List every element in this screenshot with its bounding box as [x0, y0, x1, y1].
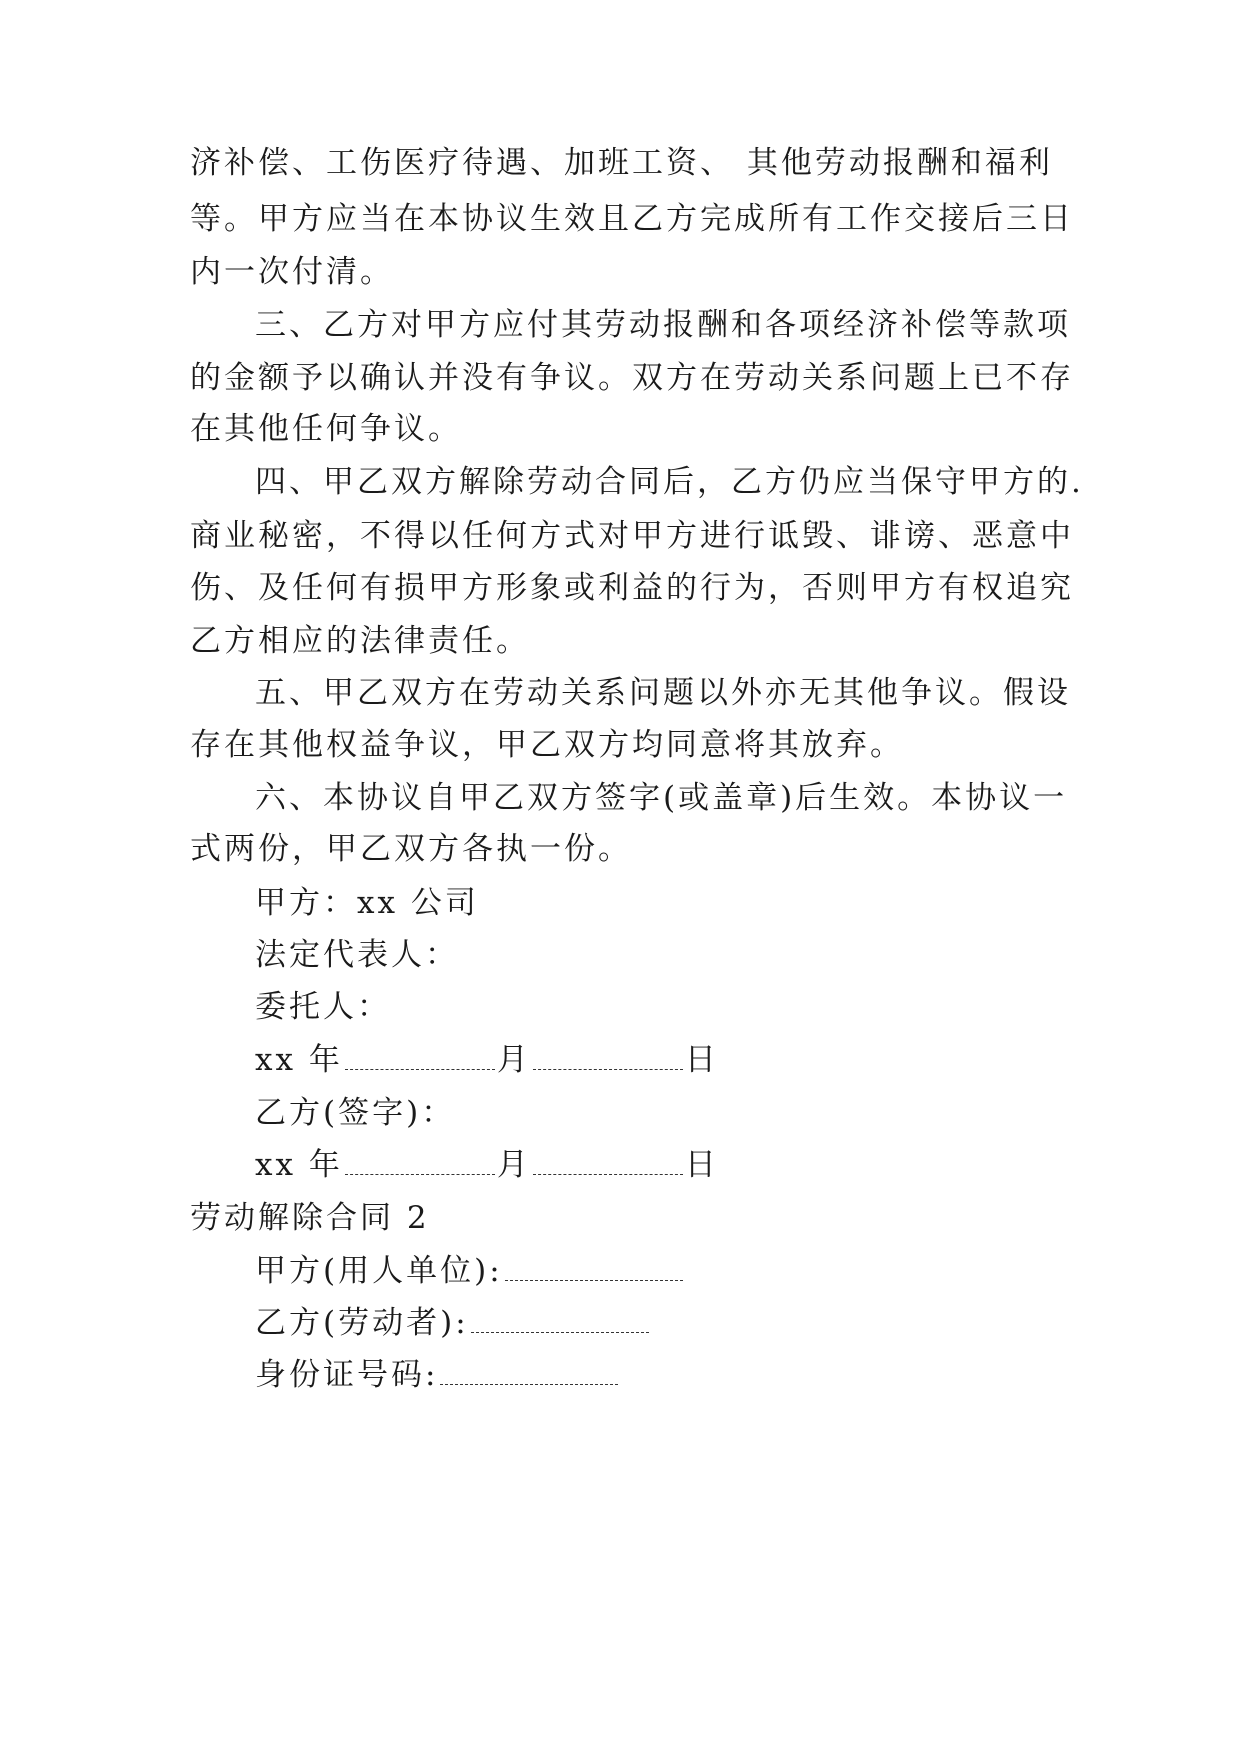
month-blank — [345, 1041, 495, 1070]
body-line: 存在其他权益争议，甲乙双方均同意将其放弃。 — [190, 727, 904, 763]
contract-2-title: 劳动解除合同 2 — [190, 1200, 430, 1236]
body-line: 伤、及任何有损甲方形象或利益的行为，否则甲方有权追究 — [190, 570, 1074, 606]
body-line: 式两份，甲乙双方各执一份。 — [190, 831, 632, 867]
clause-4-line: 四、甲乙双方解除劳动合同后，乙方仍应当保守甲方的. — [255, 464, 1084, 500]
date-month: 月 — [496, 1042, 531, 1078]
worker-line — [255, 1303, 651, 1343]
date-day: 日 — [684, 1147, 719, 1183]
date-day: 日 — [684, 1042, 719, 1078]
body-line: 等。甲方应当在本协议生效且乙方完成所有工作交接后三日 — [190, 201, 1074, 237]
worker-label: 乙方(劳动者): — [255, 1305, 469, 1341]
id-label: 身份证号码: — [255, 1357, 439, 1393]
date-line-b — [255, 1145, 719, 1185]
body-line: 在其他任何争议。 — [190, 411, 462, 447]
day-blank — [533, 1146, 683, 1175]
month-blank — [345, 1146, 495, 1175]
body-line: 乙方相应的法律责任。 — [190, 623, 530, 659]
employer-line — [255, 1251, 685, 1291]
body-line: 商业秘密，不得以任何方式对甲方进行诋毁、诽谤、恶意中 — [190, 518, 1074, 554]
party-a-line: 甲方：xx 公司 — [255, 885, 479, 921]
employer-blank — [505, 1252, 683, 1281]
date-month: 月 — [496, 1147, 531, 1183]
day-blank — [533, 1041, 683, 1070]
body-line: 的金额予以确认并没有争议。双方在劳动关系问题上已不存 — [190, 360, 1074, 396]
party-b-sign-line: 乙方(签字)： — [255, 1095, 456, 1131]
employer-label: 甲方(用人单位): — [255, 1253, 503, 1289]
legal-rep-line: 法定代表人： — [255, 937, 459, 973]
worker-blank — [471, 1304, 649, 1333]
id-blank — [440, 1356, 618, 1385]
date-year: xx 年 — [255, 1042, 343, 1078]
id-line — [255, 1355, 620, 1395]
date-line-a — [255, 1040, 719, 1080]
date-year: xx 年 — [255, 1147, 343, 1183]
clause-5-line: 五、甲乙双方在劳动关系问题以外亦无其他争议。假设 — [255, 675, 1071, 711]
agent-line: 委托人： — [255, 989, 391, 1025]
clause-3-line: 三、乙方对甲方应付其劳动报酬和各项经济补偿等款项 — [255, 307, 1071, 343]
body-line: 济补偿、工伤医疗待遇、加班工资、 其他劳动报酬和福利 — [190, 145, 1053, 181]
body-line: 内一次付清。 — [190, 254, 394, 290]
clause-6-line: 六、本协议自甲乙双方签字(或盖章)后生效。本协议一 — [255, 780, 1068, 816]
